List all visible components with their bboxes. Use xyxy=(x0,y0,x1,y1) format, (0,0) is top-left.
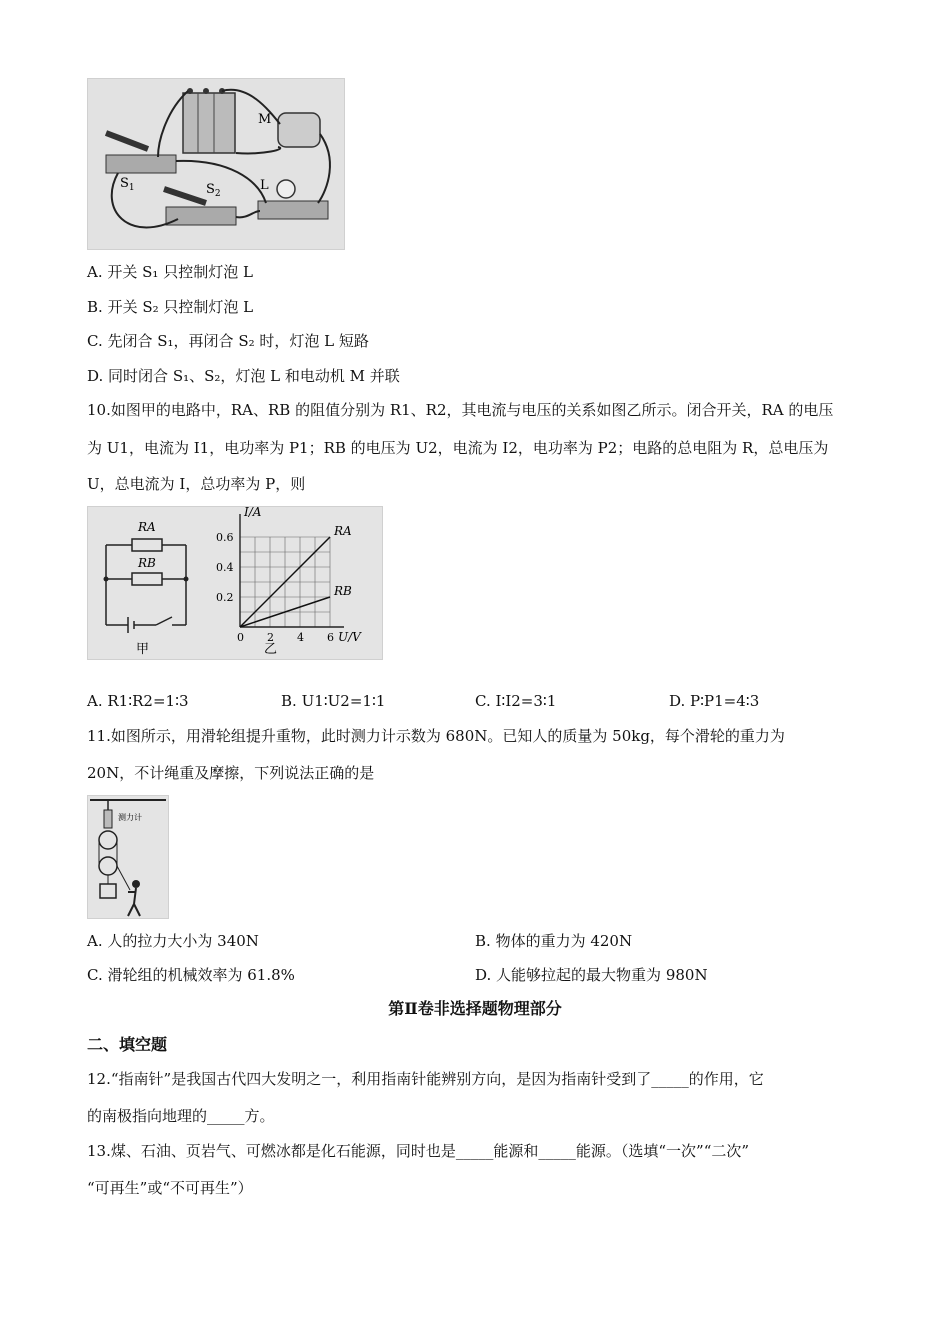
section-title: 第Ⅱ卷非选择题物理部分 xyxy=(388,999,562,1018)
q10-option-d[interactable]: D. P∶P1=4∶3 xyxy=(669,692,760,710)
y-tick-0.4: 0.4 xyxy=(216,561,234,574)
q10-option-a[interactable]: A. R1∶R2=1∶3 xyxy=(87,692,189,710)
y-axis-label: I/A xyxy=(244,507,262,519)
q11-option-b[interactable]: B. 物体的重力为 420N xyxy=(475,932,633,950)
x-tick-4: 4 xyxy=(297,631,304,644)
q11-stem-line1: 11.如图所示，用滑轮组提升重物，此时测力计示数为 680N。已知人的质量为 50kg，每个滑轮的重力为 xyxy=(87,727,785,745)
q11-option-a[interactable]: A. 人的拉力大小为 340N xyxy=(87,932,259,950)
label-s1: $S_1$ xyxy=(120,176,135,193)
section-subtitle: 二、填空题 xyxy=(87,1035,168,1054)
label-s2: $S_2$ xyxy=(206,182,221,199)
q10-stem-line3: U，总电流为 I，总功率为 P，则 xyxy=(87,475,306,493)
series-label-RB: RB xyxy=(334,584,352,598)
label-m: M xyxy=(258,112,272,127)
pulley-figure xyxy=(87,795,169,919)
q9-option-d[interactable]: D. 同时闭合 S₁、S₂，灯泡 L 和电动机 M 并联 xyxy=(87,367,400,385)
label-yi: 乙 xyxy=(264,642,278,657)
q10-option-b[interactable]: B. U1∶U2=1∶1 xyxy=(281,692,386,710)
x-axis-label: U/V xyxy=(338,630,361,644)
q13-line2: “可再生”或“不可再生”） xyxy=(87,1179,253,1197)
label-rb: RB xyxy=(138,556,156,570)
q13-line1: 13.煤、石油、页岩气、可燃冰都是化石能源，同时也是_____能源和_____能源。（选填“一次”“二次” xyxy=(87,1142,750,1160)
q10-stem-line2: 为 U1，电流为 I1，电功率为 P1；RB 的电压为 U2，电流为 I2，电功率为 P2；电路的总电阻为 R，总电压为 xyxy=(87,439,829,457)
q11-option-c[interactable]: C. 滑轮组的机械效率为 61.8% xyxy=(87,966,295,984)
label-ra: RA xyxy=(138,520,156,534)
label-dynamometer: 测力计 xyxy=(118,813,142,822)
q12-line2: 的南极指向地理的_____方。 xyxy=(87,1107,275,1125)
q10-figure xyxy=(87,506,383,660)
q10-stem-line1: 10.如图甲的电路中，RA、RB 的阻值分别为 R1、R2，其电流与电压的关系如图乙所示。闭合开关，RA 的电压 xyxy=(87,401,834,419)
x-tick-6: 6 xyxy=(327,631,334,644)
y-tick-0.6: 0.6 xyxy=(216,531,234,544)
q11-option-d[interactable]: D. 人能够拉起的最大物重为 980N xyxy=(475,966,708,984)
x-tick-0: 0 xyxy=(237,631,244,644)
q12-line1: 12.“指南针”是我国古代四大发明之一，利用指南针能辨别方向，是因为指南针受到了_____的作用，它 xyxy=(87,1070,764,1088)
x-tick-2: 2 xyxy=(267,631,274,644)
y-tick-0.2: 0.2 xyxy=(216,591,234,604)
label-l: L xyxy=(260,178,269,193)
q9-option-a[interactable]: A. 开关 S₁ 只控制灯泡 L xyxy=(87,263,253,281)
label-jia: 甲 xyxy=(136,642,150,657)
q9-option-b[interactable]: B. 开关 S₂ 只控制灯泡 L xyxy=(87,298,254,316)
circuit-photo xyxy=(87,78,345,250)
q11-stem-line2: 20N，不计绳重及摩擦，下列说法正确的是 xyxy=(87,764,375,782)
series-label-RA: RA xyxy=(334,524,352,538)
q10-option-c[interactable]: C. I∶I2=3∶1 xyxy=(475,692,557,710)
q9-option-c[interactable]: C. 先闭合 S₁，再闭合 S₂ 时，灯泡 L 短路 xyxy=(87,332,369,350)
